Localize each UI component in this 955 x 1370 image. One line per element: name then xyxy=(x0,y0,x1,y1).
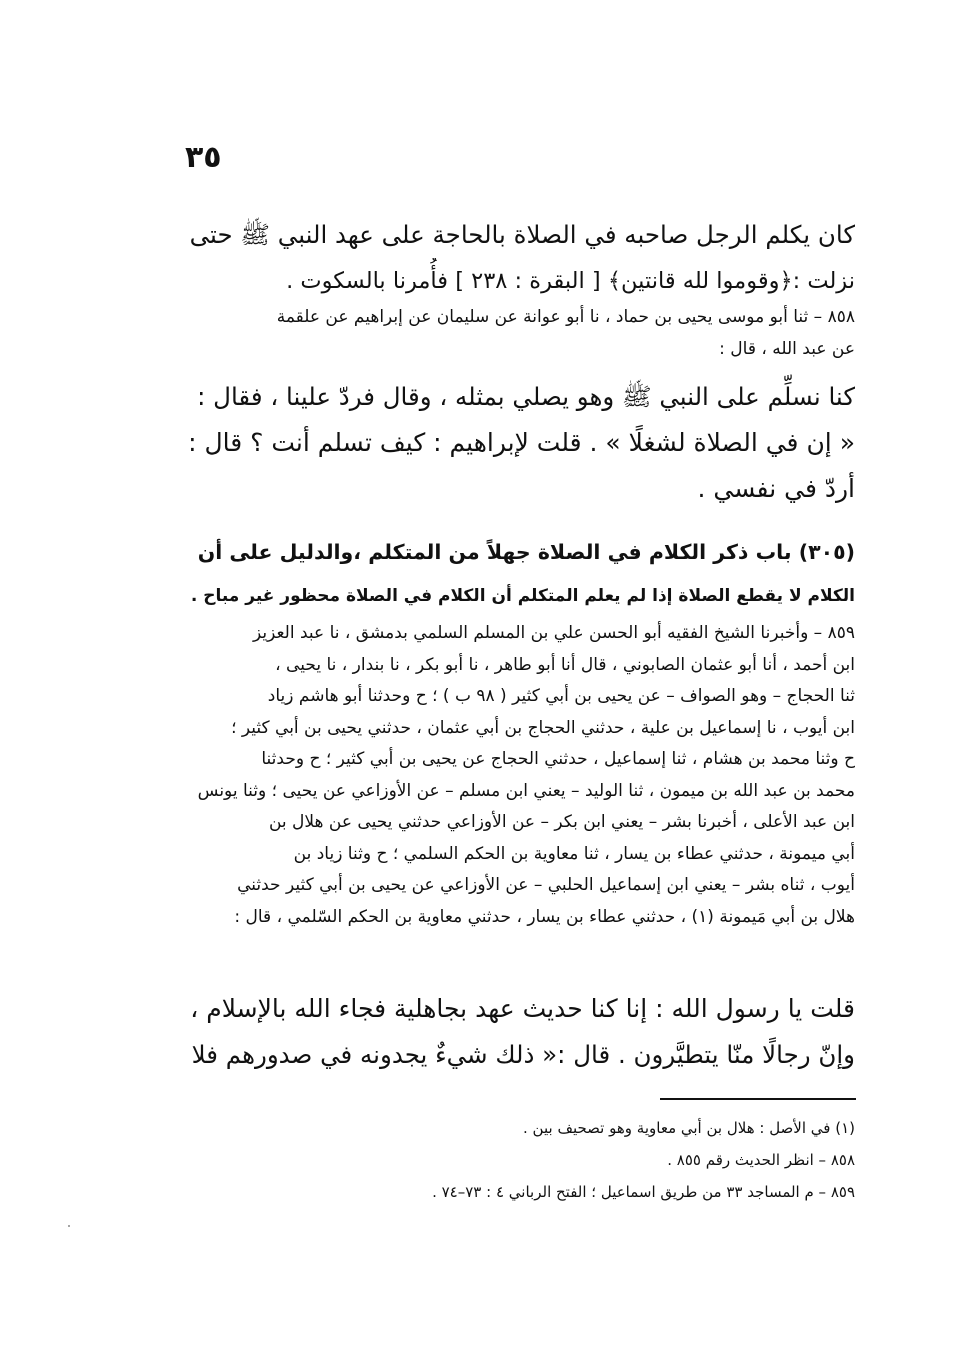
text-line: ابن أيوب ، نا إسماعيل بن علية ، حدثني الحجاج بن أبي عثمان ، حدثني يحيى بن أبي كثير ؛ xyxy=(231,717,855,738)
hadith-858-matn xyxy=(185,374,855,512)
page-number: ٣٥ xyxy=(185,140,222,175)
text-line: هلال بن أبي مَيمونة (١) ، حدثني عطاء بن يسار ، حدثني معاوية بن الحكم السّلمي ، قال : xyxy=(234,906,855,927)
heading-line: (٣٠٥) باب ذكر الكلام في الصلاة جهلاً من المتكلم ،والدليل على أن xyxy=(197,540,855,564)
text-line: وإنّ رجالًا منّا يتطيَّرون . قال :« ذلك شيءٌ يجدونه في صدورهم فلا xyxy=(191,1040,855,1069)
text-line: كنا نسلِّم على النبي ﷺ وهو يصلي بمثله ، وقال فردّ علينا ، فقال : xyxy=(197,382,855,411)
scan-speck xyxy=(68,1225,70,1227)
text-line: أبي ميمونة ، حدثني عطاء بن يسار ، ثنا معاوية بن الحكم السلمي ؛ ح وثنا زياد بن xyxy=(293,843,855,864)
text-line: ثنا الحجاج – وهو الصواف – عن يحيى بن أبي كثير ( ٩٨ ب ) ؛ ح وحدثنا أبو هاشم زياد xyxy=(267,686,855,706)
text-line: كان يكلم الرجل صاحبه في الصلاة بالحاجة على عهد النبي ﷺ حتى xyxy=(189,220,855,249)
hadith-859-isnad xyxy=(185,618,855,933)
footnote-line: ٨٥٩ – م المساجد ٣٣ من طريق اسماعيل ؛ الفتح الرباني ٤ : ٧٣–٧٤ . xyxy=(432,1183,855,1201)
text-line: قلت يا رسول الله : إنا كنا حديث عهد بجاهلية فجاء الله بالإسلام ، xyxy=(190,994,855,1023)
text-line: محمد بن عبد الله بن ميمون ، ثنا الوليد – يعني ابن مسلم – عن الأوزاعي عن يحيى ؛ وثنا يونس xyxy=(197,780,855,801)
text-line: أيوب ، ثناه بشر – يعني ابن إسماعيل الحلبي – عن الأوزاعي عن يحيى بن أبي كثير حدثني xyxy=(237,875,855,895)
text-line: عن عبد الله ، قال : xyxy=(719,338,855,359)
hadith-859-matn xyxy=(185,986,855,1078)
hadith-text-continuation xyxy=(185,212,855,304)
text-line: « إن في الصلاة لشغلًا » . قلت لإبراهيم : كيف تسلم أنت ؟ قال : xyxy=(188,428,855,457)
hadith-858-isnad xyxy=(185,302,855,365)
footnote-line: ٨٥٨ – انظر الحديث رقم ٨٥٥ . xyxy=(667,1151,855,1169)
text-line: ابن أحمد ، أنا أبو عثمان الصابوني ، قال أنا أبو طاهر ، نا أبو بكر ، نا بندار ، نا يحيى ، xyxy=(275,654,855,675)
footnote-line: (١) في الأصل : هلال بن أبي معاوية وهو تصحيف بين . xyxy=(523,1119,855,1137)
text-line: ح وثنا محمد بن هشام ، ثنا إسماعيل ، حدثني الحجاج عن يحيى بن أبي كثير ؛ ح وحدثنا xyxy=(261,749,855,769)
text-line: ابن عبد الأعلى ، أخبرنا بشر – يعني ابن بكر – عن الأوزاعي حدثني يحيى عن هلال بن xyxy=(268,812,855,832)
heading-line: الكلام لا يقطع الصلاة إذا لم يعلم المتكلم أن الكلام في الصلاة محظور غير مباح . xyxy=(190,586,855,606)
chapter-heading xyxy=(185,530,855,618)
text-line: ٨٥٩ – وأخبرنا الشيخ الفقيه أبو الحسن علي بن المسلم السلمي بدمشق ، نا عبد العزيز xyxy=(252,623,855,643)
footnotes xyxy=(300,1112,855,1208)
footnote-separator xyxy=(660,1098,856,1100)
text-line: نزلت :﴿وقوموا لله قانتين﴾ [ البقرة : ٢٣٨ ] فأُمرنا بالسكوت . xyxy=(286,268,855,294)
text-line: ٨٥٨ – ثنا أبو موسى يحيى بن حماد ، نا أبو عوانة عن سليمان عن إبراهيم عن علقمة xyxy=(276,307,855,327)
text-line: أردّ في نفسي . xyxy=(697,474,855,503)
